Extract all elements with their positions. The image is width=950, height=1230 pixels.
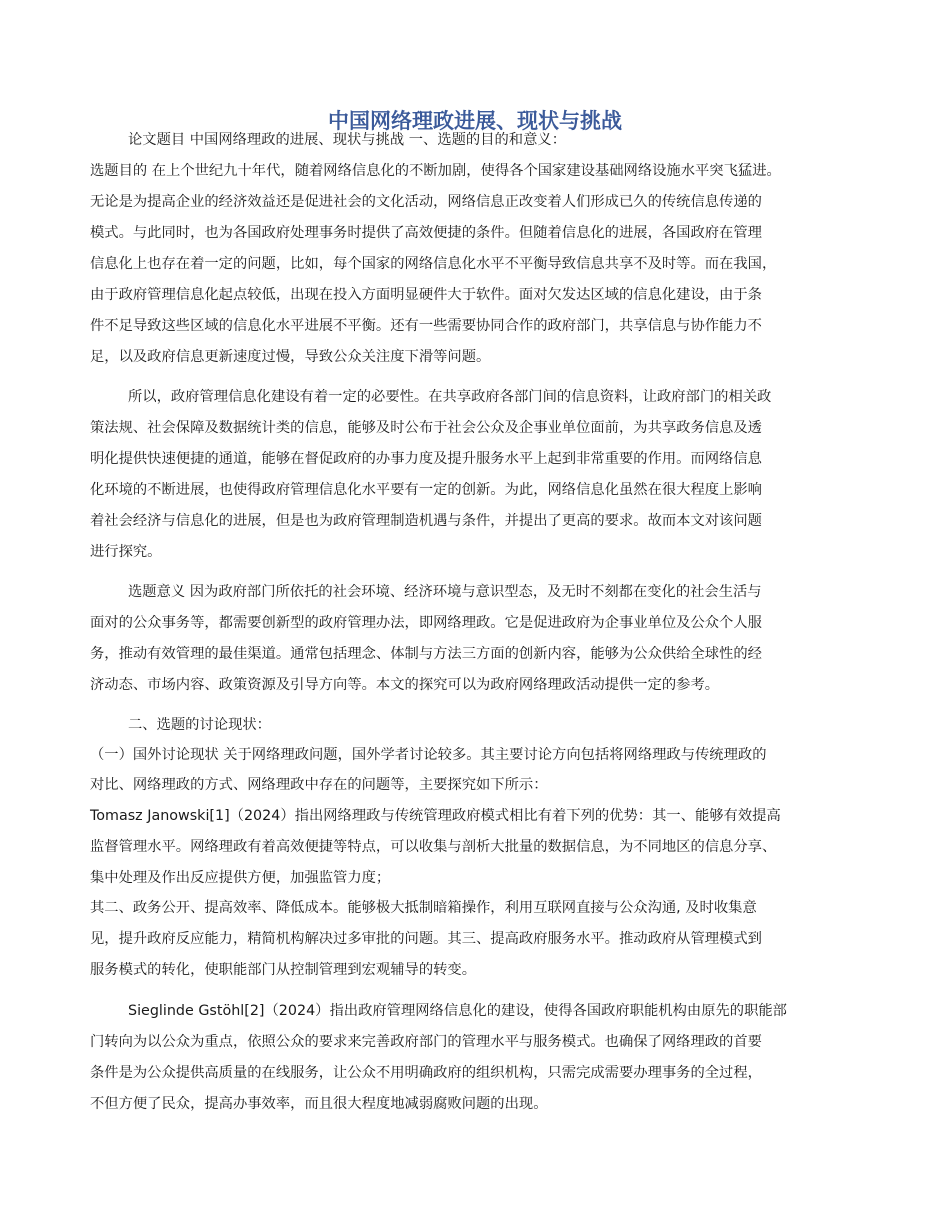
text-line: 着社会经济与信息化的进展，但是也为政府管理制造机遇与条件，并提出了更高的要求。故而本文对该问题 bbox=[90, 513, 762, 529]
text-line: 明化提供快速便捷的通道，能够在督促政府的办事力度及提升服务水平上起到非常重要的作用。而网络信息 bbox=[90, 451, 762, 467]
text-line: 面对的公众事务等，都需要创新型的政府管理办法，即网络理政。它是促进政府为企事业单位及公众个人服 bbox=[90, 615, 762, 631]
text-line: 监督管理水平。网络理政有着高效便捷等特点，可以收集与剖析大批量的数据信息，为不同地区的信息分享、 bbox=[90, 839, 777, 855]
text-line: 进行探究。 bbox=[90, 544, 162, 560]
text-line: 集中处理及作出反应提供方便，加强监管力度； bbox=[90, 870, 391, 886]
text-line: 论文题目 中国网络理政的进展、现状与挑战 一、选题的目的和意义： bbox=[128, 132, 566, 148]
text-line: 策法规、社会保障及数据统计类的信息，能够及时公布于社会公众及企事业单位面前，为共享政务信息及透 bbox=[90, 420, 762, 436]
text-line: 不但方便了民众，提高办事效率，而且很大程度地减弱腐败问题的出现。 bbox=[90, 1096, 548, 1112]
text-line: 服务模式的转化，使职能部门从控制管理到宏观辅导的转变。 bbox=[90, 962, 477, 978]
text-line: 模式。与此同时，也为各国政府处理事务时提供了高效便捷的条件。但随着信息化的进展，各国政府在管理 bbox=[90, 225, 762, 241]
document-title: 中国网络理政进展、现状与挑战 bbox=[328, 108, 622, 133]
text-line: 务，推动有效管理的最佳渠道。通常包括理念、体制与方法三方面的创新内容，能够为公众供给全球性的经 bbox=[90, 646, 762, 662]
text-line: 信息化上也存在着一定的问题，比如，每个国家的网络信息化水平不平衡导致信息共享不及时等。而在我国， bbox=[90, 256, 777, 272]
text-line: 无论是为提高企业的经济效益还是促进社会的文化活动，网络信息正改变着人们形成已久的传统信息传递的 bbox=[90, 194, 762, 210]
text-line: Sieglinde Gstöhl[2]（2024）指出政府管理网络信息化的建设，使得各国政府职能机构由原先的职能部 bbox=[128, 1003, 787, 1019]
text-line: （一）国外讨论现状 关于网络理政问题，国外学者讨论较多。其主要讨论方向包括将网络理政与传统理政的 bbox=[90, 747, 767, 763]
text-line: 选题意义 因为政府部门所依托的社会环境、经济环境与意识型态，及无时不刻都在变化的社会生活与 bbox=[128, 584, 762, 600]
text-line: 化环境的不断进展，也使得政府管理信息化水平要有一定的创新。为此，网络信息化虽然在很大程度上影响 bbox=[90, 482, 762, 498]
text-line: 见，提升政府反应能力，精简机构解决过多审批的问题。其三、提高政府服务水平。推动政府从管理模式到 bbox=[90, 931, 762, 947]
section-heading: 二、选题的讨论现状： bbox=[128, 717, 271, 733]
text-line: Tomasz Janowski[1]（2024）指出网络理政与传统管理政府模式相比有着下列的优势：其一、能够有效提高 bbox=[90, 808, 781, 824]
text-line: 由于政府管理信息化起点较低，出现在投入方面明显硬件大于软件。面对欠发达区域的信息化建设，由于条 bbox=[90, 287, 762, 303]
text-line: 选题目的 在上个世纪九十年代，随着网络信息化的不断加剧，使得各个国家建设基础网络设施水平突飞猛进。 bbox=[90, 163, 781, 179]
text-line: 条件是为公众提供高质量的在线服务，让公众不用明确政府的组织机构，只需完成需要办理事务的全过程， bbox=[90, 1065, 762, 1081]
text-line: 对比、网络理政的方式、网络理政中存在的问题等，主要探究如下所示： bbox=[90, 777, 548, 793]
text-line: 其二、政务公开、提高效率、降低成本。能够极大抵制暗箱操作，利用互联网直接与公众沟通, 及时收集意 bbox=[90, 900, 757, 916]
text-line: 件不足导致这些区域的信息化水平进展不平衡。还有一些需要协同合作的政府部门，共享信息与协作能力不 bbox=[90, 318, 762, 334]
text-line: 济动态、市场内容、政策资源及引导方向等。本文的探究可以为政府网络理政活动提供一定的参考。 bbox=[90, 677, 720, 693]
text-line: 所以，政府管理信息化建设有着一定的必要性。在共享政府各部门间的信息资料，让政府部门的相关政 bbox=[128, 389, 772, 405]
text-line: 足，以及政府信息更新速度过慢，导致公众关注度下滑等问题。 bbox=[90, 349, 491, 365]
text-line: 门转向为以公众为重点，依照公众的要求来完善政府部门的管理水平与服务模式。也确保了网络理政的首要 bbox=[90, 1034, 762, 1050]
